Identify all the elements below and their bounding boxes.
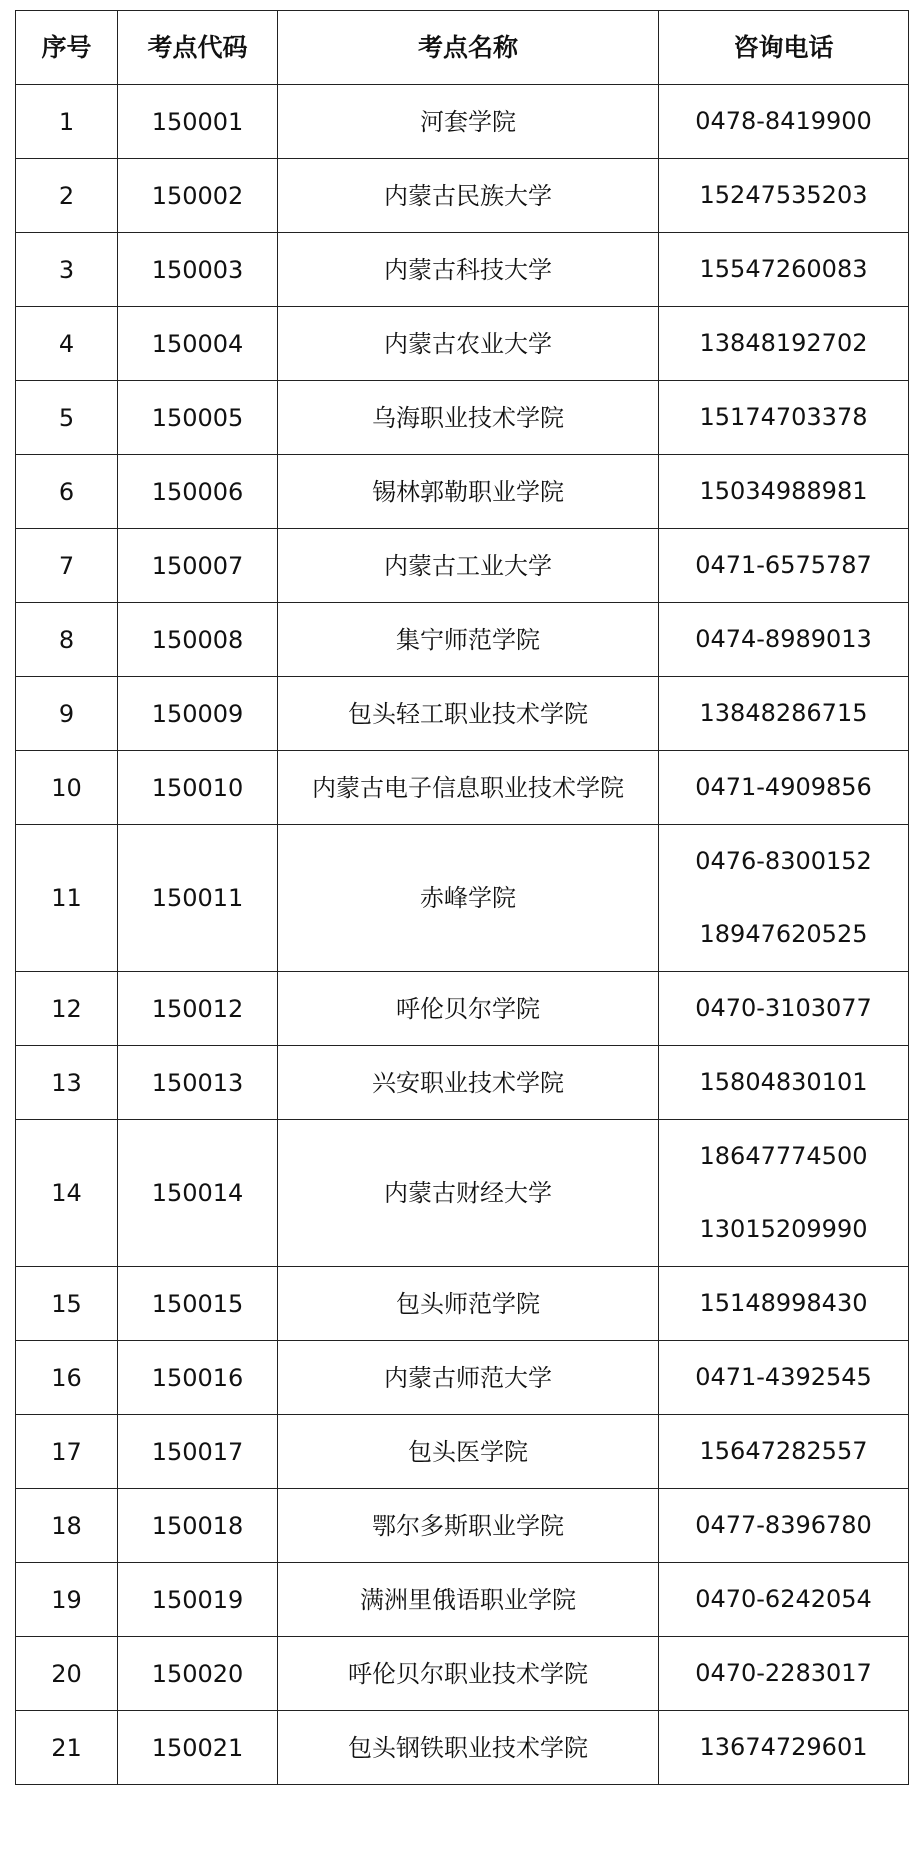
cell-code: 150021: [118, 1711, 278, 1785]
cell-index: 3: [16, 233, 118, 307]
cell-index: 2: [16, 159, 118, 233]
phone-number: 13674729601: [699, 1733, 868, 1761]
cell-phone: [659, 1563, 909, 1637]
cell-code: 150017: [118, 1415, 278, 1489]
cell-code: 150014: [118, 1120, 278, 1267]
cell-index: 4: [16, 307, 118, 381]
phone-number: 0470-6242054: [695, 1585, 872, 1613]
table-row: [16, 825, 909, 972]
cell-phone: [659, 1341, 909, 1415]
phone-number: 0471-4392545: [695, 1363, 872, 1391]
cell-name: 内蒙古师范大学: [278, 1341, 659, 1415]
phone-number: 15647282557: [699, 1437, 868, 1465]
cell-phone: [659, 1046, 909, 1120]
header-phone: 咨询电话: [659, 11, 909, 85]
table-row: [16, 1711, 909, 1785]
cell-code: 150004: [118, 307, 278, 381]
table-row: [16, 307, 909, 381]
table-row: [16, 1267, 909, 1341]
cell-phone: [659, 751, 909, 825]
table-header-row: [16, 11, 909, 85]
cell-code: 150005: [118, 381, 278, 455]
cell-index: 16: [16, 1341, 118, 1415]
cell-name: 兴安职业技术学院: [278, 1046, 659, 1120]
cell-name: 包头医学院: [278, 1415, 659, 1489]
cell-index: 12: [16, 972, 118, 1046]
cell-phone: [659, 972, 909, 1046]
cell-name: 鄂尔多斯职业学院: [278, 1489, 659, 1563]
cell-index: 19: [16, 1563, 118, 1637]
phone-number: 13848286715: [699, 699, 868, 727]
table-row: [16, 1046, 909, 1120]
header-name: 考点名称: [278, 11, 659, 85]
cell-phone: [659, 677, 909, 751]
cell-name: 内蒙古财经大学: [278, 1120, 659, 1267]
cell-index: 21: [16, 1711, 118, 1785]
cell-code: 150015: [118, 1267, 278, 1341]
cell-phone: [659, 159, 909, 233]
table-body: [16, 85, 909, 1785]
table-row: [16, 1637, 909, 1711]
cell-name: 河套学院: [278, 85, 659, 159]
cell-phone: [659, 1711, 909, 1785]
cell-index: 18: [16, 1489, 118, 1563]
table-row: [16, 1489, 909, 1563]
cell-code: 150019: [118, 1563, 278, 1637]
cell-phone: [659, 529, 909, 603]
phone-number: 0470-3103077: [695, 994, 872, 1022]
cell-name: 锡林郭勒职业学院: [278, 455, 659, 529]
table-row: [16, 1563, 909, 1637]
phone-number: 15174703378: [699, 403, 868, 431]
cell-phone: [659, 825, 909, 972]
cell-code: 150002: [118, 159, 278, 233]
cell-code: 150010: [118, 751, 278, 825]
table-row: [16, 677, 909, 751]
table-row: [16, 159, 909, 233]
table-row: [16, 1341, 909, 1415]
cell-phone: [659, 1120, 909, 1267]
exam-site-table-container: [15, 10, 908, 1785]
cell-name: 呼伦贝尔学院: [278, 972, 659, 1046]
cell-name: 包头师范学院: [278, 1267, 659, 1341]
phone-number: 0470-2283017: [695, 1659, 872, 1687]
cell-index: 11: [16, 825, 118, 972]
table-row: [16, 1120, 909, 1267]
phone-number: 15148998430: [699, 1289, 868, 1317]
cell-index: 5: [16, 381, 118, 455]
phone-number: 0477-8396780: [695, 1511, 872, 1539]
cell-name: 呼伦贝尔职业技术学院: [278, 1637, 659, 1711]
phone-number: 18947620525: [699, 920, 868, 948]
cell-phone: [659, 85, 909, 159]
phone-number: 13848192702: [699, 329, 868, 357]
cell-index: 1: [16, 85, 118, 159]
cell-code: 150003: [118, 233, 278, 307]
table-row: [16, 1415, 909, 1489]
table-row: [16, 233, 909, 307]
table-row: [16, 455, 909, 529]
phone-number: 0471-6575787: [695, 551, 872, 579]
cell-code: 150020: [118, 1637, 278, 1711]
cell-code: 150011: [118, 825, 278, 972]
cell-name: 内蒙古科技大学: [278, 233, 659, 307]
cell-name: 内蒙古农业大学: [278, 307, 659, 381]
phone-number: 0476-8300152: [695, 847, 872, 875]
exam-site-table: [15, 10, 909, 1785]
phone-number: 0474-8989013: [695, 625, 872, 653]
table-row: [16, 972, 909, 1046]
cell-name: 赤峰学院: [278, 825, 659, 972]
cell-phone: [659, 603, 909, 677]
cell-name: 内蒙古工业大学: [278, 529, 659, 603]
cell-code: 150009: [118, 677, 278, 751]
cell-name: 集宁师范学院: [278, 603, 659, 677]
cell-name: 包头轻工职业技术学院: [278, 677, 659, 751]
phone-number: 15547260083: [699, 255, 868, 283]
cell-name: 包头钢铁职业技术学院: [278, 1711, 659, 1785]
phone-number: 15804830101: [699, 1068, 868, 1096]
phone-number: 13015209990: [699, 1215, 868, 1243]
cell-code: 150018: [118, 1489, 278, 1563]
cell-name: 内蒙古电子信息职业技术学院: [278, 751, 659, 825]
cell-index: 8: [16, 603, 118, 677]
cell-index: 13: [16, 1046, 118, 1120]
cell-phone: [659, 1415, 909, 1489]
table-row: [16, 381, 909, 455]
table-row: [16, 603, 909, 677]
cell-phone: [659, 307, 909, 381]
cell-phone: [659, 233, 909, 307]
table-row: [16, 85, 909, 159]
table-row: [16, 751, 909, 825]
cell-index: 14: [16, 1120, 118, 1267]
cell-phone: [659, 455, 909, 529]
cell-index: 17: [16, 1415, 118, 1489]
phone-number: 15247535203: [699, 181, 868, 209]
cell-phone: [659, 381, 909, 455]
phone-number: 15034988981: [699, 477, 868, 505]
phone-number: 0471-4909856: [695, 773, 872, 801]
cell-name: 内蒙古民族大学: [278, 159, 659, 233]
table-row: [16, 529, 909, 603]
cell-code: 150007: [118, 529, 278, 603]
phone-number: 18647774500: [699, 1142, 868, 1170]
cell-phone: [659, 1489, 909, 1563]
cell-phone: [659, 1637, 909, 1711]
cell-index: 6: [16, 455, 118, 529]
cell-index: 7: [16, 529, 118, 603]
cell-index: 15: [16, 1267, 118, 1341]
header-index: 序号: [16, 11, 118, 85]
cell-code: 150013: [118, 1046, 278, 1120]
cell-code: 150008: [118, 603, 278, 677]
cell-index: 20: [16, 1637, 118, 1711]
header-code: 考点代码: [118, 11, 278, 85]
cell-code: 150006: [118, 455, 278, 529]
phone-number: 0478-8419900: [695, 107, 872, 135]
cell-name: 乌海职业技术学院: [278, 381, 659, 455]
cell-name: 满洲里俄语职业学院: [278, 1563, 659, 1637]
cell-phone: [659, 1267, 909, 1341]
cell-index: 9: [16, 677, 118, 751]
cell-code: 150016: [118, 1341, 278, 1415]
cell-code: 150012: [118, 972, 278, 1046]
cell-code: 150001: [118, 85, 278, 159]
cell-index: 10: [16, 751, 118, 825]
